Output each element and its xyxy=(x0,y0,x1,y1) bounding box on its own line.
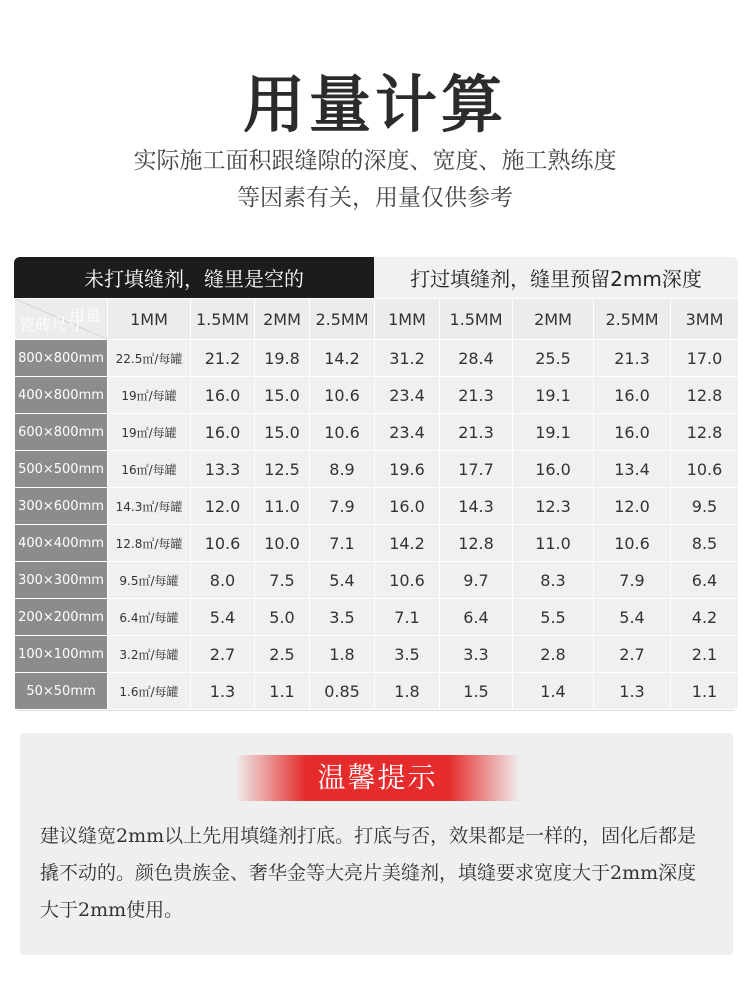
value-cell: 3.5 xyxy=(310,599,375,636)
column-header: 2MM xyxy=(255,299,310,340)
subtitle-line-1: 实际施工面积跟缝隙的深度、宽度、施工熟练度 xyxy=(133,148,617,174)
value-cell: 16.0 xyxy=(594,414,671,451)
value-cell: 21.3 xyxy=(440,377,513,414)
column-header: 2.5MM xyxy=(310,299,375,340)
tile-size-cell: 600×800mm xyxy=(15,414,108,451)
value-cell: 9.5 xyxy=(671,488,739,525)
value-cell: 7.5 xyxy=(255,562,310,599)
value-cell: 19.6 xyxy=(375,451,440,488)
value-cell: 7.1 xyxy=(310,525,375,562)
value-cell: 19.8 xyxy=(255,340,310,377)
value-cell: 3.3 xyxy=(440,636,513,673)
value-cell: 14.3 xyxy=(440,488,513,525)
value-cell: 16.0 xyxy=(594,377,671,414)
table-row xyxy=(15,414,739,451)
value-cell: 2.7 xyxy=(191,636,255,673)
subtitle-line-2: 等因素有关，用量仅供参考 xyxy=(237,185,513,211)
value-cell: 6.4 xyxy=(440,599,513,636)
column-header: 1.5MM xyxy=(191,299,255,340)
value-cell: 7.1 xyxy=(375,599,440,636)
value-cell: 5.0 xyxy=(255,599,310,636)
value-cell: 5.4 xyxy=(594,599,671,636)
value-cell: 1.8 xyxy=(375,673,440,710)
value-cell: 23.4 xyxy=(375,414,440,451)
column-header: 2MM xyxy=(513,299,594,340)
value-cell: 11.0 xyxy=(513,525,594,562)
column-header: 1MM xyxy=(375,299,440,340)
amount-cell: 1.6㎡/每罐 xyxy=(108,673,191,710)
value-cell: 19.1 xyxy=(513,377,594,414)
tip-box xyxy=(20,733,733,955)
column-header: 1MM xyxy=(108,299,191,340)
value-cell: 9.7 xyxy=(440,562,513,599)
value-cell: 1.1 xyxy=(671,673,739,710)
table-row xyxy=(15,599,739,636)
column-header-row xyxy=(15,299,739,340)
table-row xyxy=(15,562,739,599)
value-cell: 8.9 xyxy=(310,451,375,488)
value-cell: 1.4 xyxy=(513,673,594,710)
tip-text: 建议缝宽2mm以上先用填缝剂打底。打底与否，效果都是一样的，固化后都是撬不动的。颜色贵族金、奢华金等大亮片美缝剂，填缝要求宽度大于2mm深度大于2mm使用。 xyxy=(40,825,697,921)
column-header: 2.5MM xyxy=(594,299,671,340)
usage-grid xyxy=(14,298,738,710)
usage-table xyxy=(14,257,738,711)
value-cell: 16.0 xyxy=(513,451,594,488)
value-cell: 2.7 xyxy=(594,636,671,673)
value-cell: 21.3 xyxy=(440,414,513,451)
tile-size-cell: 100×100mm xyxy=(15,636,108,673)
tile-size-cell: 500×500mm xyxy=(15,451,108,488)
value-cell: 10.6 xyxy=(310,377,375,414)
value-cell: 2.1 xyxy=(671,636,739,673)
tip-title: 温馨提示 xyxy=(235,755,520,801)
amount-cell: 14.3㎡/每罐 xyxy=(108,488,191,525)
value-cell: 5.5 xyxy=(513,599,594,636)
value-cell: 7.9 xyxy=(310,488,375,525)
tile-size-cell: 200×200mm xyxy=(15,599,108,636)
value-cell: 12.0 xyxy=(191,488,255,525)
value-cell: 8.0 xyxy=(191,562,255,599)
value-cell: 1.8 xyxy=(310,636,375,673)
page-title: 用量计算 xyxy=(242,68,507,141)
value-cell: 12.8 xyxy=(671,377,739,414)
value-cell: 7.9 xyxy=(594,562,671,599)
value-cell: 2.5 xyxy=(255,636,310,673)
column-header: 3MM xyxy=(671,299,739,340)
value-cell: 8.5 xyxy=(671,525,739,562)
table-row xyxy=(15,451,739,488)
table-row xyxy=(15,673,739,710)
value-cell: 0.85 xyxy=(310,673,375,710)
value-cell: 13.3 xyxy=(191,451,255,488)
amount-cell: 22.5㎡/每罐 xyxy=(108,340,191,377)
value-cell: 3.5 xyxy=(375,636,440,673)
value-cell: 11.0 xyxy=(255,488,310,525)
group-header-unfilled: 未打填缝剂，缝里是空的 xyxy=(14,257,374,298)
value-cell: 12.8 xyxy=(671,414,739,451)
value-cell: 12.0 xyxy=(594,488,671,525)
table-row xyxy=(15,377,739,414)
value-cell: 12.5 xyxy=(255,451,310,488)
table-row xyxy=(15,636,739,673)
value-cell: 6.4 xyxy=(671,562,739,599)
amount-cell: 9.5㎡/每罐 xyxy=(108,562,191,599)
value-cell: 15.0 xyxy=(255,377,310,414)
value-cell: 14.2 xyxy=(375,525,440,562)
table-row xyxy=(15,340,739,377)
group-header-prefilled: 打过填缝剂，缝里预留2mm深度 xyxy=(374,257,738,298)
page-subtitle xyxy=(0,143,750,217)
value-cell: 12.8 xyxy=(440,525,513,562)
value-cell: 25.5 xyxy=(513,340,594,377)
value-cell: 10.6 xyxy=(310,414,375,451)
amount-cell: 12.8㎡/每罐 xyxy=(108,525,191,562)
value-cell: 10.6 xyxy=(594,525,671,562)
value-cell: 2.8 xyxy=(513,636,594,673)
value-cell: 31.2 xyxy=(375,340,440,377)
amount-cell: 3.2㎡/每罐 xyxy=(108,636,191,673)
value-cell: 1.3 xyxy=(191,673,255,710)
value-cell: 28.4 xyxy=(440,340,513,377)
tile-size-cell: 300×600mm xyxy=(15,488,108,525)
value-cell: 21.3 xyxy=(594,340,671,377)
value-cell: 10.6 xyxy=(671,451,739,488)
value-cell: 21.2 xyxy=(191,340,255,377)
column-header: 1.5MM xyxy=(440,299,513,340)
amount-cell: 19㎡/每罐 xyxy=(108,377,191,414)
value-cell: 1.3 xyxy=(594,673,671,710)
value-cell: 10.6 xyxy=(375,562,440,599)
amount-cell: 6.4㎡/每罐 xyxy=(108,599,191,636)
tile-size-cell: 400×400mm xyxy=(15,525,108,562)
tile-size-cell: 800×800mm xyxy=(15,340,108,377)
tile-size-cell: 50×50mm xyxy=(15,673,108,710)
value-cell: 5.4 xyxy=(310,562,375,599)
value-cell: 16.0 xyxy=(191,414,255,451)
value-cell: 16.0 xyxy=(191,377,255,414)
value-cell: 17.0 xyxy=(671,340,739,377)
table-row xyxy=(15,525,739,562)
value-cell: 12.3 xyxy=(513,488,594,525)
value-cell: 1.5 xyxy=(440,673,513,710)
table-row xyxy=(15,488,739,525)
value-cell: 10.6 xyxy=(191,525,255,562)
value-cell: 17.7 xyxy=(440,451,513,488)
value-cell: 14.2 xyxy=(310,340,375,377)
value-cell: 19.1 xyxy=(513,414,594,451)
value-cell: 4.2 xyxy=(671,599,739,636)
amount-cell: 16㎡/每罐 xyxy=(108,451,191,488)
value-cell: 1.1 xyxy=(255,673,310,710)
corner-label-usage: 用量 xyxy=(68,306,101,325)
tile-size-cell: 300×300mm xyxy=(15,562,108,599)
value-cell: 5.4 xyxy=(191,599,255,636)
tile-size-cell: 400×800mm xyxy=(15,377,108,414)
corner-cell xyxy=(15,299,108,340)
amount-cell: 19㎡/每罐 xyxy=(108,414,191,451)
value-cell: 15.0 xyxy=(255,414,310,451)
value-cell: 16.0 xyxy=(375,488,440,525)
value-cell: 23.4 xyxy=(375,377,440,414)
value-cell: 10.0 xyxy=(255,525,310,562)
value-cell: 13.4 xyxy=(594,451,671,488)
corner-label-tile-size: 瓷砖尺寸 xyxy=(19,315,84,334)
value-cell: 8.3 xyxy=(513,562,594,599)
